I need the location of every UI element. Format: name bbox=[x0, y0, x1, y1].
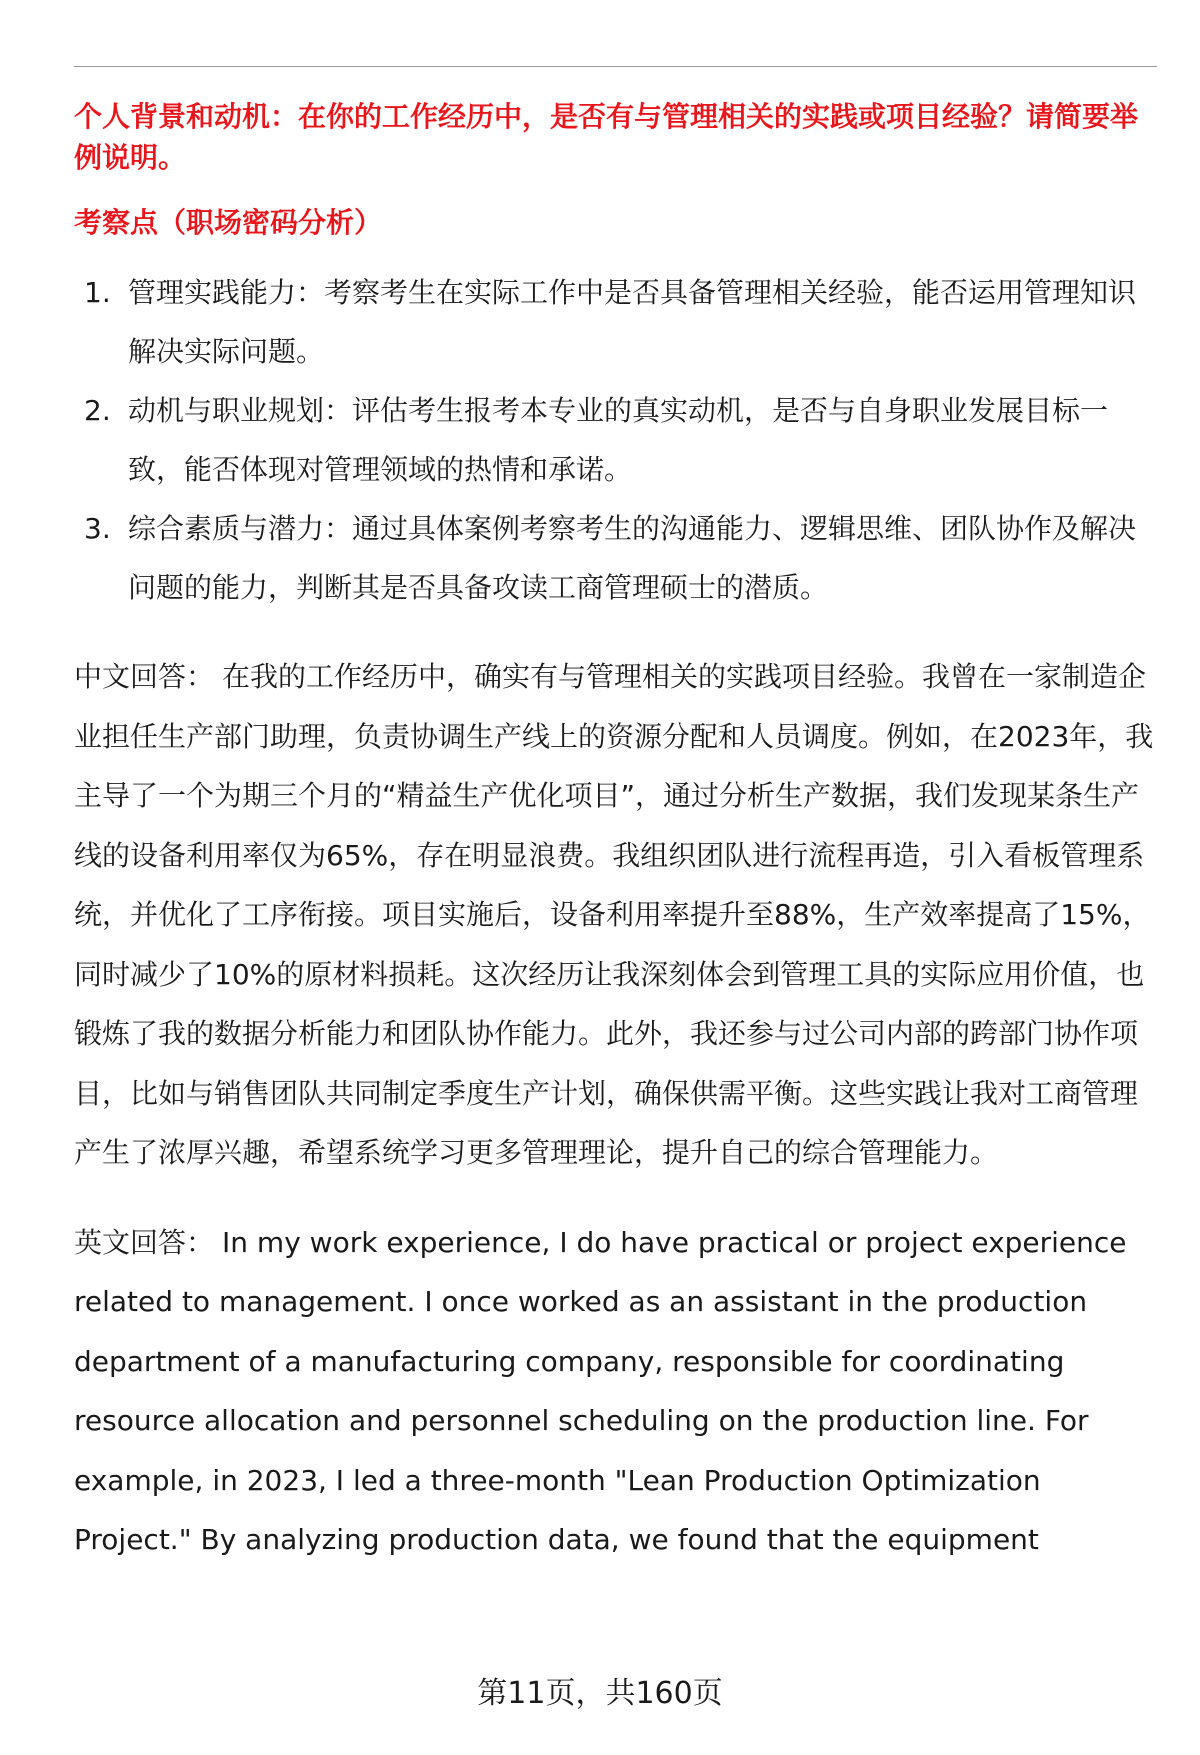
page-content bbox=[74, 96, 1157, 1570]
point-number: 1. bbox=[84, 276, 111, 309]
assessment-point bbox=[74, 263, 1157, 381]
point-number: 3. bbox=[84, 512, 111, 545]
section-title: 考察点（职场密码分析） bbox=[74, 206, 383, 239]
page-number-footer: 第11页，共160页 bbox=[477, 1676, 723, 1711]
point-text: 综合素质与潜力：通过具体案例考察考生的沟通能力、逻辑思维、团队协作及解决问题的能力，判断其是否具备攻读工商管理硕士的潜质。 bbox=[128, 512, 1137, 604]
question-heading: 个人背景和动机：在你的工作经历中，是否有与管理相关的实践或项目经验？请简要举例说明。 bbox=[74, 100, 1139, 174]
point-text: 管理实践能力：考察考生在实际工作中是否具备管理相关经验，能否运用管理知识解决实际问题。 bbox=[128, 276, 1137, 368]
header-rule bbox=[74, 66, 1157, 67]
english-answer bbox=[74, 1213, 1157, 1570]
english-answer-text: In my work experience, I do have practical or project experience related to management. I once worked as an assistant in the production department of a manufacturing company, responsible for coordinating resource allocation and personnel scheduling on the production line. For example, in 2023, I led a three-month "Lean Production Optimization Project." By analyzing production data, we found that the equipment bbox=[74, 1225, 1127, 1556]
point-number: 2. bbox=[84, 394, 111, 427]
chinese-answer-text: 在我的工作经历中，确实有与管理相关的实践项目经验。我曾在一家制造企业担任生产部门助理，负责协调生产线上的资源分配和人员调度。例如，在2023年，我主导了一个为期三个月的“精益生产优化项目”，通过分析生产数据，我们发现某条生产线的设备利用率仅为65%，存在明显浪费。我组织团队进行流程再造，引入看板管理系统，并优化了工序衔接。项目实施后，设备利用率提升至88%，生产效率提高了15%，同时减少了10%的原材料损耗。这次经历让我深刻体会到管理工具的实际应用价值，也锻炼了我的数据分析能力和团队协作能力。此外，我还参与过公司内部的跨部门协作项目，比如与销售团队共同制定季度生产计划，确保供需平衡。这些实践让我对工商管理产生了浓厚兴趣，希望系统学习更多管理理论，提升自己的综合管理能力。 bbox=[74, 660, 1154, 1169]
assessment-point bbox=[74, 381, 1157, 499]
assessment-point bbox=[74, 499, 1157, 617]
assessment-points-list bbox=[74, 263, 1157, 617]
point-text: 动机与职业规划：评估考生报考本专业的真实动机，是否与自身职业发展目标一致，能否体现对管理领域的热情和承诺。 bbox=[128, 394, 1109, 486]
chinese-answer-label: 中文回答： bbox=[74, 660, 215, 693]
english-answer-label: 英文回答： bbox=[74, 1225, 215, 1259]
chinese-answer bbox=[74, 647, 1157, 1183]
